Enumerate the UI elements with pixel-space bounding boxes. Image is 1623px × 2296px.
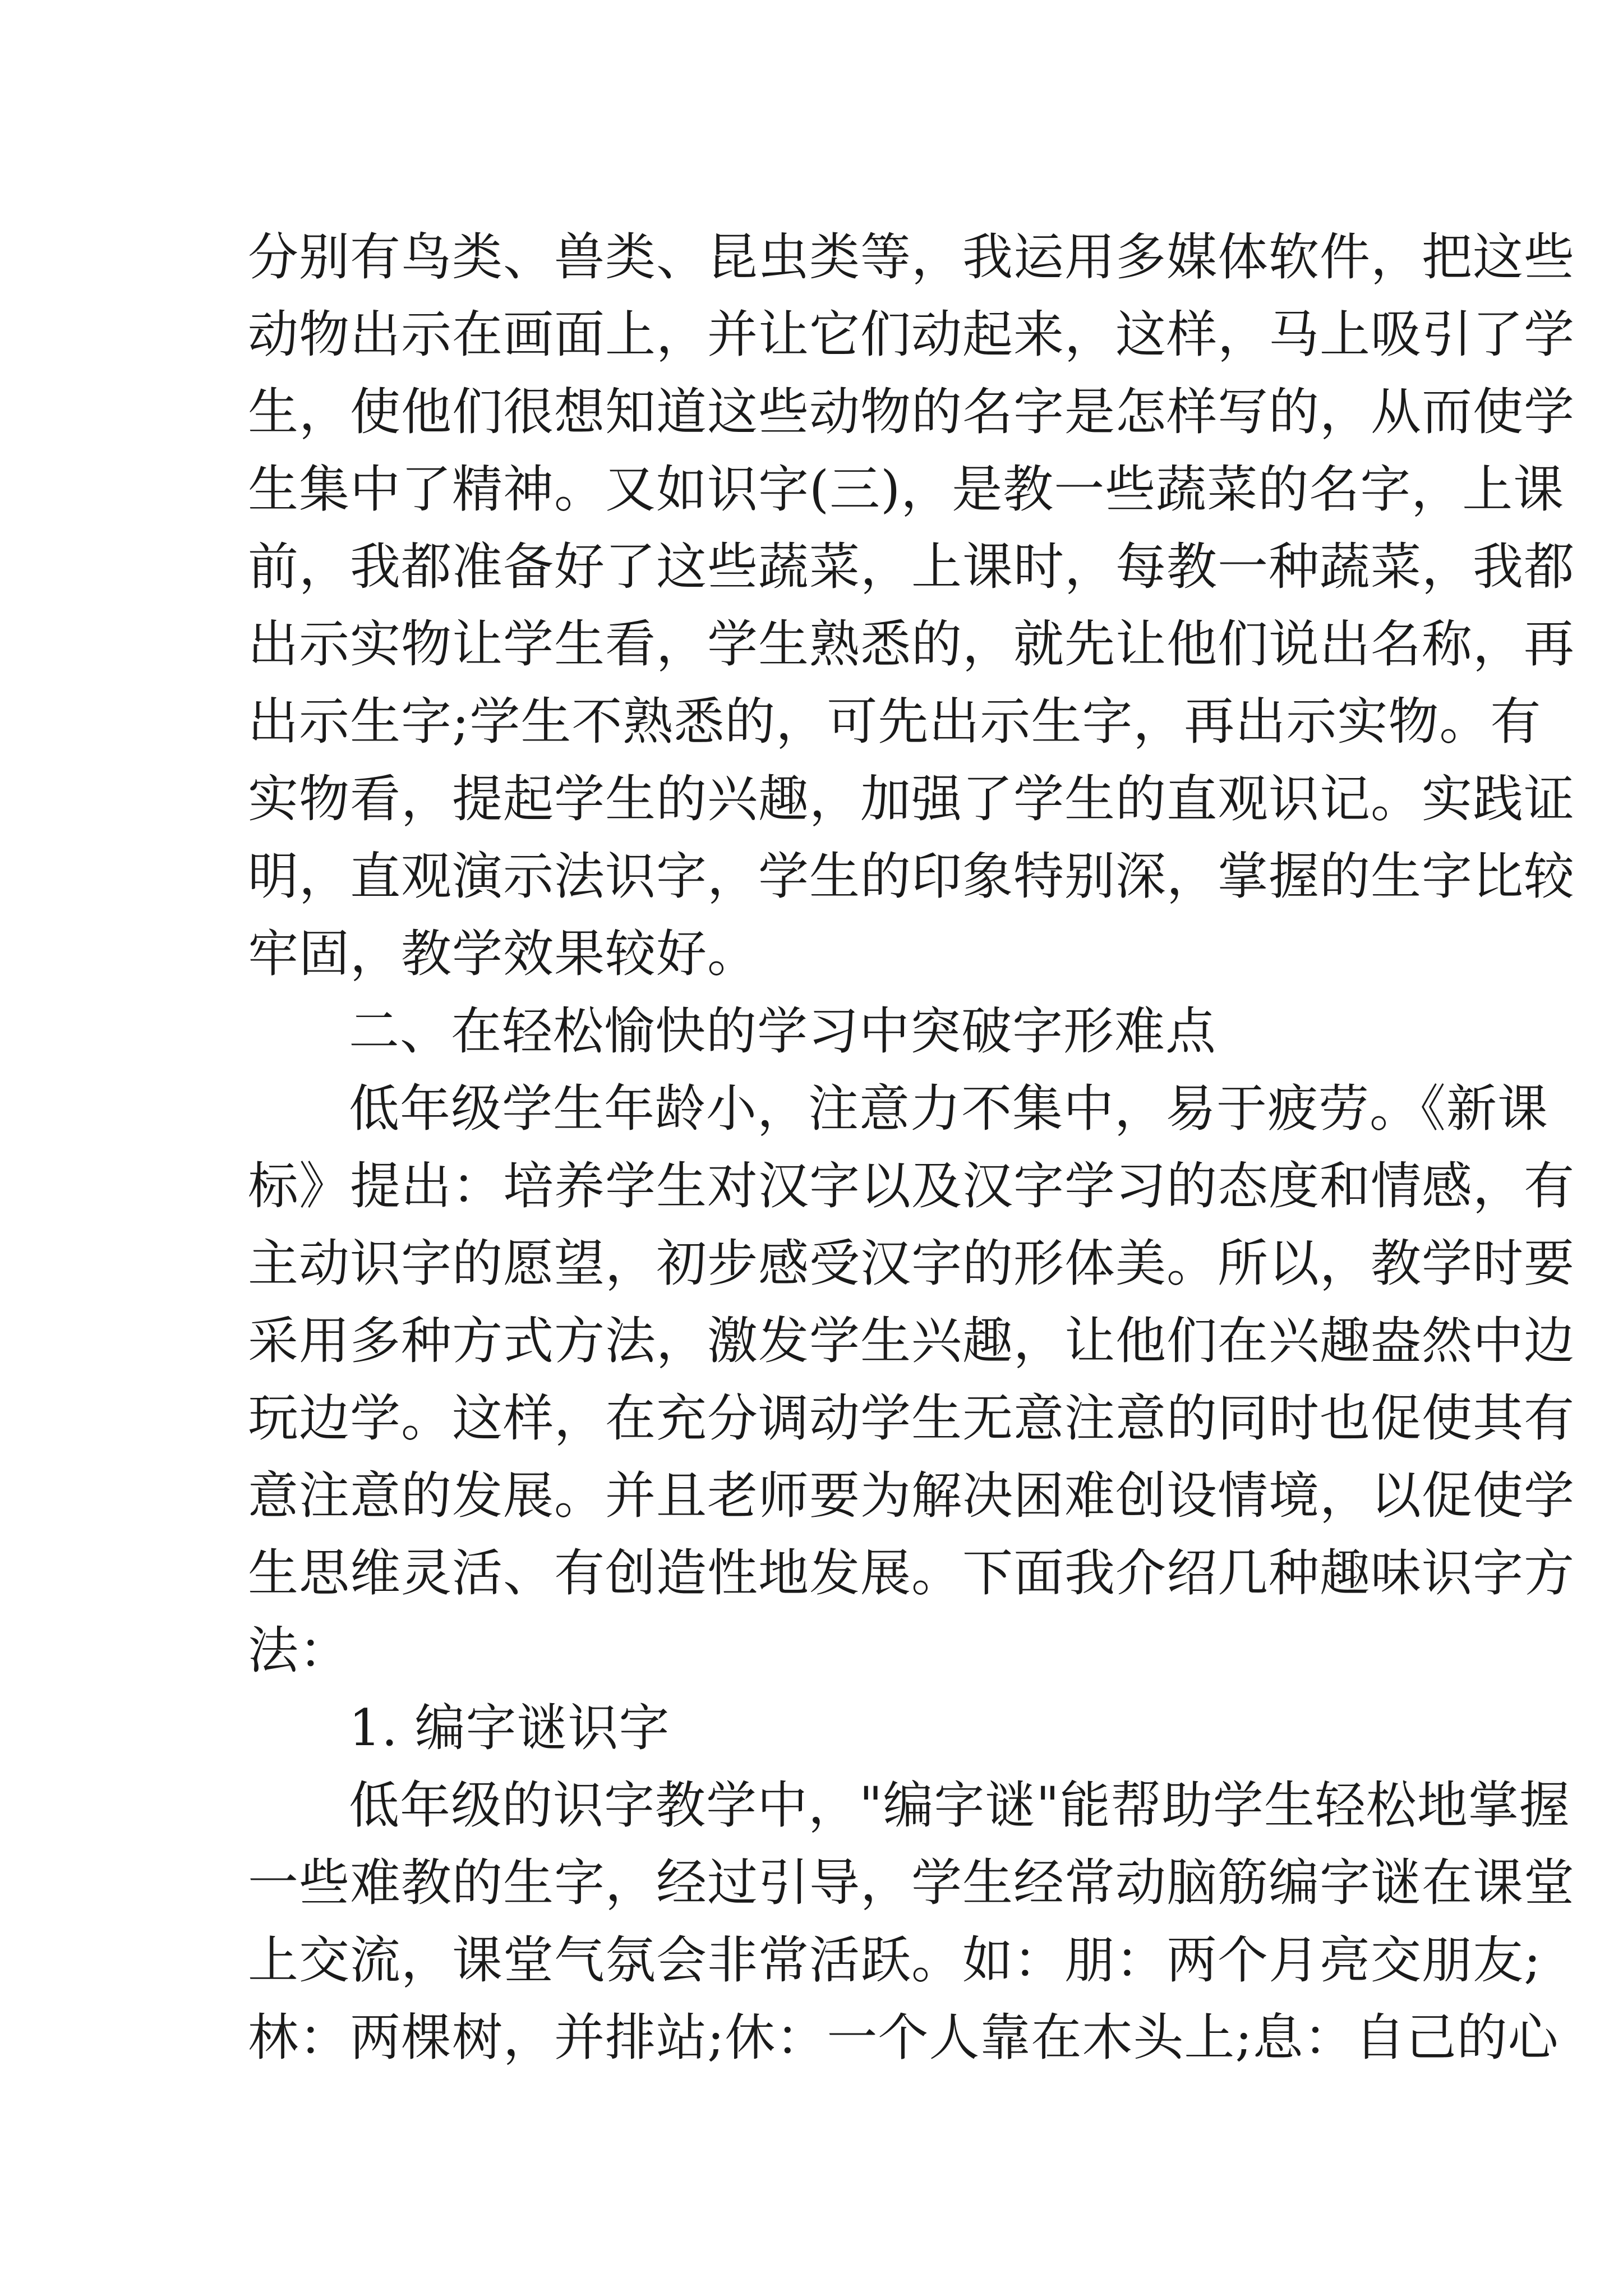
- text-line: 实物看，提起学生的兴趣，加强了学生的直观识记。实践证: [248, 770, 1575, 829]
- text-line: 一些难教的生字，经过引导，学生经常动脑筋编字谜在课堂: [248, 1853, 1575, 1912]
- text-line: 前，我都准备好了这些蔬菜，上课时，每教一种蔬菜，我都: [248, 537, 1575, 596]
- text-line: 生思维灵活、有创造性地发展。下面我介绍几种趣味识字方: [248, 1544, 1575, 1603]
- text-line: 低年级的识字教学中，"编字谜"能帮助学生轻松地掌握: [349, 1776, 1570, 1835]
- text-line: 明，直观演示法识字，学生的印象特别深，掌握的生字比较: [248, 847, 1575, 906]
- text-line: 法：: [248, 1621, 350, 1680]
- body-text: [248, 219, 1575, 2077]
- text-line: 主动识字的愿望，初步感受汉字的形体美。所以，教学时要: [248, 1234, 1575, 1293]
- text-line: 采用多种方式方法，激发学生兴趣，让他们在兴趣盎然中边: [248, 1312, 1575, 1370]
- text-line: 林：两棵树，并排站;休：一个人靠在木头上;息：自己的心: [248, 2008, 1559, 2067]
- text-line: 上交流，课堂气氛会非常活跃。如：朋：两个月亮交朋友;: [248, 1931, 1542, 1990]
- text-line: 牢固，教学效果较好。: [248, 924, 758, 983]
- text-line: 出示实物让学生看，学生熟悉的，就先让他们说出名称，再: [248, 615, 1575, 674]
- text-line: 玩边学。这样，在充分调动学生无意注意的同时也促使其有: [248, 1389, 1575, 1448]
- text-line: 低年级学生年龄小，注意力不集中，易于疲劳。《新课: [349, 1079, 1548, 1138]
- subsection-heading: 1. 编字谜识字: [349, 1699, 670, 1757]
- text-line: 分别有鸟类、兽类、昆虫类等，我运用多媒体软件，把这些: [248, 228, 1575, 287]
- section-heading: 二、在轻松愉快的学习中突破字形难点: [349, 1002, 1216, 1061]
- text-line: 生集中了精神。又如识字(三)，是教一些蔬菜的名字，上课: [248, 460, 1565, 519]
- text-line: 意注意的发展。并且老师要为解决困难创设情境，以促使学: [248, 1466, 1575, 1525]
- text-line: 出示生字;学生不熟悉的，可先出示生字，再出示实物。有: [248, 692, 1542, 751]
- text-line: 生，使他们很想知道这些动物的名字是怎样写的，从而使学: [248, 383, 1575, 441]
- text-line: 标》提出：培养学生对汉字以及汉字学习的态度和情感，有: [248, 1157, 1575, 1216]
- text-line: 动物出示在画面上，并让它们动起来，这样，马上吸引了学: [248, 305, 1575, 364]
